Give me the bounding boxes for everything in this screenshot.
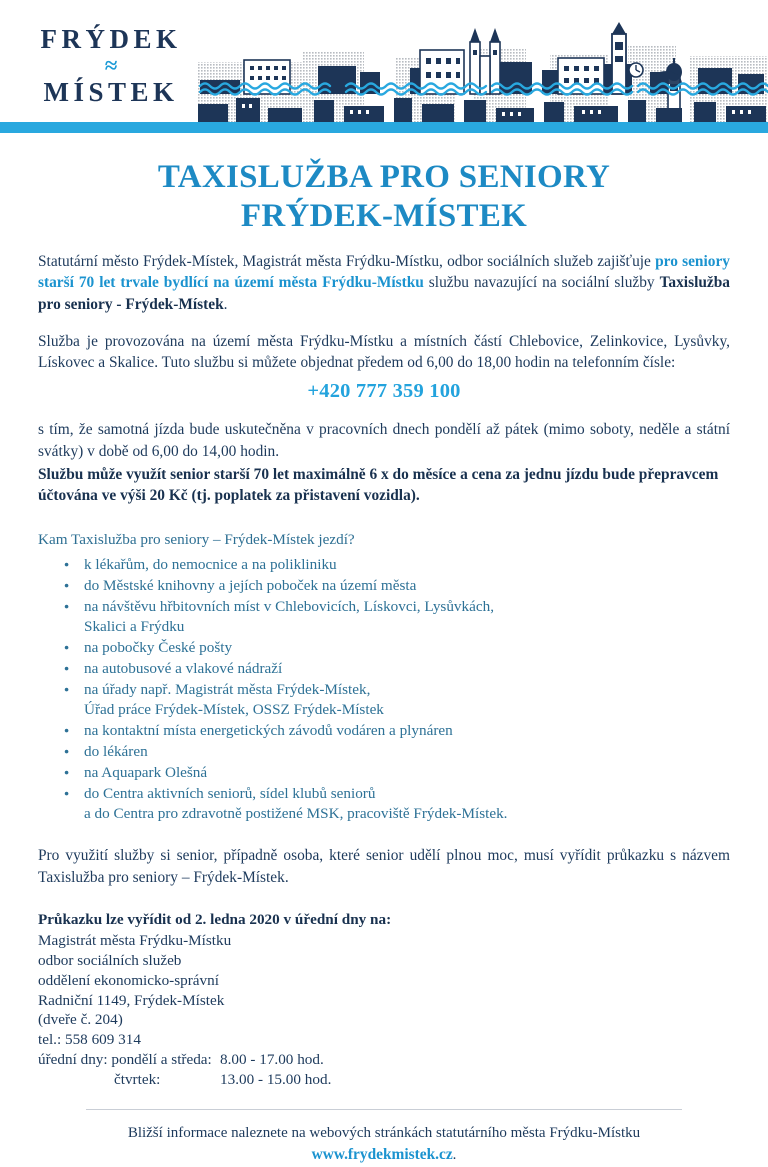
- list-item-line1: na Aquapark Olešná: [84, 764, 208, 782]
- office-hours-day-1: úřední dny: pondělí a středa:: [38, 1051, 212, 1069]
- header-accent-bar: [0, 122, 768, 133]
- page-title-line1: TAXISLUŽBA PRO SENIORY: [157, 159, 611, 195]
- office-info-block: [38, 910, 730, 1090]
- destinations-heading: Kam Taxislužba pro seniory – Frýdek-Místek jezdí?: [38, 531, 355, 549]
- logo-wave-icon: ≈: [104, 53, 118, 78]
- intro-paragraph: [38, 251, 730, 315]
- list-item-line1: na kontaktní místa energetických závodů vodáren a plynáren: [84, 721, 453, 739]
- city-skyline-icon: [198, 22, 768, 122]
- list-item-line1: na autobusové a vlakové nádraží: [84, 660, 283, 678]
- website-link[interactable]: www.frydekmistek.cz: [311, 1146, 453, 1164]
- list-item-line2: Skalici a Frýdku: [84, 617, 185, 635]
- list-item-line1: do Centra aktivních seniorů, sídel klubů seniorů: [84, 785, 376, 803]
- footer-period: .: [452, 1147, 457, 1164]
- list-item-line1: na úřady např. Magistrát města Frýdek-Místek,: [84, 681, 371, 699]
- service-hours-note: s tím, že samotná jízda bude uskutečněna v pracovních dnech pondělí až pátek (mimo soboty, neděle a státní svátky) v době od 6,00 do 14,00 hodin.: [38, 421, 730, 460]
- list-item: [64, 597, 730, 636]
- list-item-line1: na návštěvu hřbitovních míst v Chlebovicích, Lískovci, Lysůvkách,: [84, 598, 494, 616]
- list-item-line1: k lékařům, do nemocnice a na polikliniku: [84, 556, 337, 573]
- list-item: [64, 742, 730, 762]
- page-title: [38, 158, 730, 235]
- footer-text: Bližší informace naleznete na webových stránkách statutárního města Frýdku-Místku: [127, 1125, 641, 1142]
- intro-part1: Statutární město Frýdek-Místek, Magistrát města Frýdku-Místku, odbor sociálních služeb zajišťuje: [38, 253, 656, 271]
- document-body: [0, 133, 768, 1167]
- office-hours-time-2: 13.00 - 15.00 hod.: [220, 1071, 332, 1089]
- page-footer: [38, 1123, 730, 1167]
- intro-service-name: Taxislužba pro seniory - Frýdek-Místek: [38, 274, 730, 313]
- office-line-authority: Magistrát města Frýdku-Místku: [38, 931, 232, 949]
- service-conditions: Službu může využít senior starší 70 let maximálně 6 x do měsíce a cena za jednu jízdu bude přepravcem účtována ve výši 20 Kč (tj. poplatek za přistavení vozidla).: [38, 465, 719, 504]
- list-item-line2: Úřad práce Frýdek-Místek, OSSZ Frýdek-Místek: [84, 700, 384, 718]
- service-area-paragraph: Služba je provozována na území města Frýdku-Místku a místních částí Chlebovice, Zelinkovice, Lysůvky, Lískovec a Skalice. Tuto službu si můžete objednat předem od 6,00 do 18,00 hodin na telefonním čísle:: [38, 332, 730, 372]
- office-line-address: Radniční 1149, Frýdek-Místek: [38, 991, 225, 1009]
- intro-part2: službu navazující na sociální služby: [423, 274, 660, 292]
- list-item: [64, 784, 730, 823]
- logo-word-mistek: MÍSTEK: [43, 77, 179, 108]
- list-item-line1: na pobočky České pošty: [84, 638, 233, 656]
- destinations-list: [38, 555, 730, 823]
- office-line-door: (dveře č. 204): [38, 1011, 123, 1029]
- office-hours-day-2: čtvrtek:: [114, 1071, 161, 1089]
- list-item: [64, 555, 730, 575]
- list-item-line1: do Městské knihovny a jejích poboček na území města: [84, 577, 417, 595]
- list-item: [64, 659, 730, 679]
- logo-word-frydek: FRÝDEK: [40, 24, 182, 54]
- footer-website-line: [38, 1144, 730, 1166]
- office-hours-row: [38, 1050, 730, 1070]
- office-availability-title: Průkazku lze vyřídit od 2. ledna 2020 v úřední dny na:: [38, 910, 392, 928]
- list-item: [64, 721, 730, 741]
- list-item-line1: do lékáren: [84, 742, 148, 760]
- footer-divider: [86, 1109, 682, 1110]
- page-title-line2: FRÝDEK-MÍSTEK: [240, 197, 528, 234]
- intro-highlight: pro seniory starší 70 let trvale bydlící na území města Frýdku-Místku: [38, 253, 730, 292]
- order-phone-number[interactable]: +420 777 359 100: [307, 380, 461, 403]
- list-item: [64, 680, 730, 719]
- office-hours-time-1: 8.00 - 17.00 hod.: [220, 1051, 324, 1069]
- office-line-division: oddělení ekonomicko-správní: [38, 971, 219, 989]
- office-hours-row: [38, 1070, 730, 1090]
- list-item-line2: a do Centra pro zdravotně postižené MSK, pracoviště Frýdek-Místek.: [84, 804, 508, 822]
- list-item: [64, 576, 730, 596]
- office-line-department: odbor sociálních služeb: [38, 951, 182, 969]
- list-item: [64, 638, 730, 658]
- city-logo: [36, 26, 186, 106]
- page-header: [0, 0, 768, 133]
- intro-part3: .: [223, 295, 228, 313]
- office-line-telephone[interactable]: tel.: 558 609 314: [38, 1031, 141, 1049]
- list-item: [64, 763, 730, 783]
- pass-requirement-paragraph: Pro využití služby si senior, případně osoba, které senior udělí plnou moc, musí vyřídit průkazku s názvem Taxislužba pro seniory – Frýdek-Místek.: [38, 847, 730, 886]
